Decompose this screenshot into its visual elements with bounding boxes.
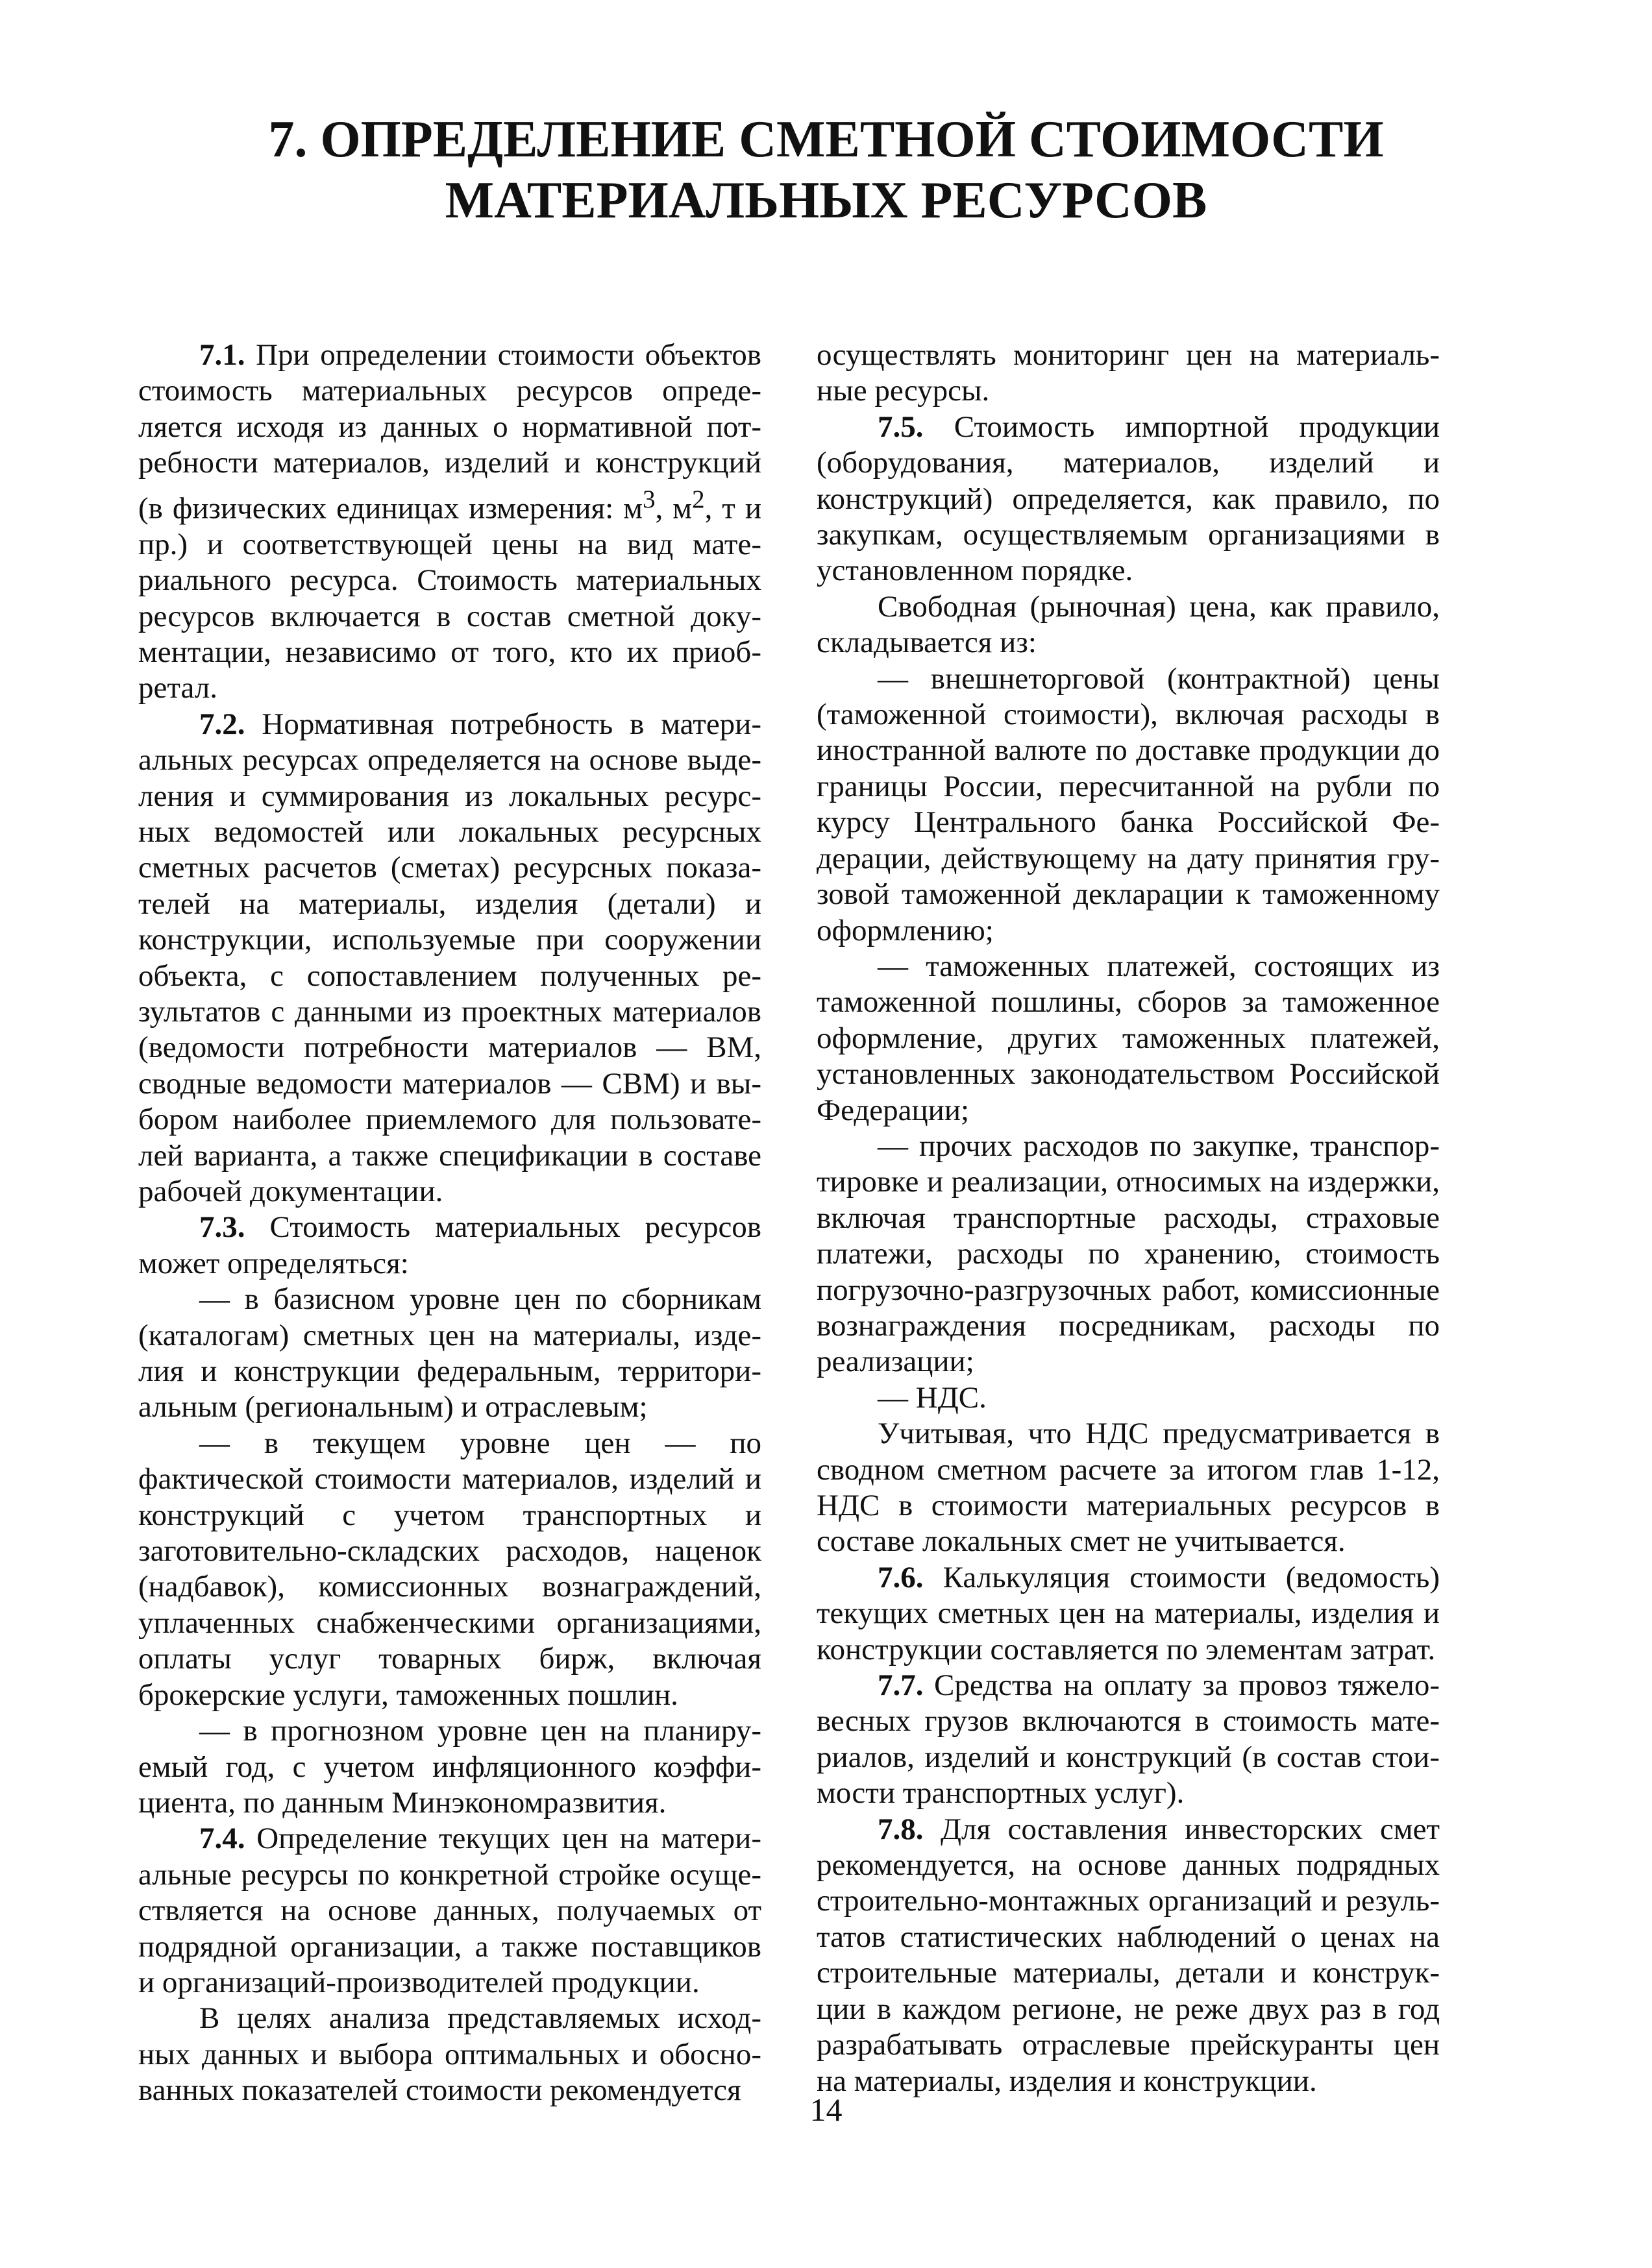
title-line-1: 7. ОПРЕДЕЛЕНИЕ СМЕТНОЙ СТОИМОСТИ	[268, 111, 1384, 168]
paragraph-7-6: 7.6. Калькуляция стоимости (ведомость) текущих сметных цен на материалы, изделия и конструкции составляется по элементам затрат.	[817, 1560, 1440, 1666]
section-number: 7.8.	[878, 1812, 924, 1846]
paragraph-continuation: осуществлять мониторинг цен на материальные ресурсы.	[817, 338, 1440, 408]
list-item: — в прогнозном уровне цен на планируемый год, с учетом инфляционного коэффициента, по данным Минэкономразвития.	[138, 1714, 761, 1820]
paragraph-7-7: 7.7. Средства на оплату за провоз тяжеловесных грузов включаются в стоимость материалов, изделий и конструкций (в состав стоимости транспортных услуг).	[817, 1668, 1440, 1811]
section-number: 7.4.	[199, 1822, 245, 1856]
left-column	[138, 337, 761, 2109]
list-item: — внешнеторговой (контрактной) цены (таможенной стоимости), включая расходы в иностранной валюте по доставке продукции до границы России, пересчитанной на рубли по курсу Центрального банка Российской Федерации, действующему на дату принятия грузовой таможенной декларации к таможенному оформлению;	[817, 661, 1440, 947]
paragraph-7-1: 7.1. При определении стоимости объектов стоимость материальных ресурсов определяется исходя из данных о нормативной потребности материалов, изделий и конструкций (в физических единицах измерения: $м^3$, $м^2$, т и пр.) и соответствующей цены на вид материального ресурса. Стоимость материальных ресурсов включается в состав сметной документации, независимо от того, кто их приобретал.	[138, 338, 761, 705]
paragraph-7-5: 7.5. Стоимость импортной продукции (оборудования, материалов, изделий и конструкций) определяется, как правило, по закупкам, осуществляемым организациями в установленном порядке.	[817, 409, 1440, 588]
section-number: 7.3.	[199, 1210, 245, 1245]
paragraph-7-4: 7.4. Определение текущих цен на материальные ресурсы по конкретной стройке осуществляется на основе данных, получаемых от подрядной организации, а также поставщиков и организаций-производителей продукции.	[138, 1822, 761, 1999]
section-number: 7.7.	[878, 1668, 924, 1703]
right-column	[817, 337, 1440, 2099]
title-line-2: МАТЕРИАЛЬНЫХ РЕСУРСОВ	[445, 172, 1207, 229]
list-item: — таможенных платежей, состоящих из таможенной пошлины, сборов за таможенное оформление, других таможенных платежей, установленных законодательством Российской Федерации;	[817, 949, 1440, 1127]
list-item: — в базисном уровне цен по сборникам (каталогам) сметных цен на материалы, изделия и конструкции федеральным, территориальным (региональным) и отраслевым;	[138, 1282, 761, 1424]
section-number: 7.6.	[878, 1560, 924, 1594]
page-title	[195, 109, 1457, 231]
paragraph-7-2: 7.2. Нормативная потребность в материальных ресурсах определяется на основе выделения и суммирования из локальных ресурсных ведомостей или локальных ресурсных сметных расчетов (сметах) ресурсных показателей на материалы, изделия (детали) и конструкции, используемые при сооружении объекта, с сопоставлением полученных результатов с данными из проектных материалов (ведомости потребности материалов — ВМ, сводные ведомости материалов — СВМ) и выбором наиболее приемлемого для пользователей варианта, а также спецификации в составе рабочей документации.	[138, 707, 761, 1208]
page-number: 14	[809, 2091, 843, 2128]
paragraph-7-8: 7.8. Для составления инвесторских смет рекомендуется, на основе данных подрядных строительно-монтажных организаций и результатов статистических наблюдений о ценах на строительные материалы, детали и конструкции в каждом регионе, не реже двух раз в год разрабатывать отраслевые прейскуранты цен на материалы, изделия и конструкции.	[817, 1812, 1440, 2098]
list-item: — в текущем уровне цен — по фактической стоимости материалов, изделий и конструкций с учетом транспортных и заготовительно-складских расходов, наценок (надбавок), комиссионных вознаграждений, уплаченных снабженческими организациями, оплаты услуг товарных бирж, включая брокерские услуги, таможенных пошлин.	[138, 1426, 761, 1712]
paragraph: Свободная (рыночная) цена, как правило, складывается из:	[817, 589, 1440, 660]
paragraph-7-3: 7.3. Стоимость материальных ресурсов может определяться:	[138, 1210, 761, 1280]
section-number: 7.1.	[199, 338, 245, 372]
section-number: 7.2.	[199, 707, 245, 741]
list-item: — прочих расходов по закупке, транспортировке и реализации, относимых на издержки, включая транспортные расходы, страховые платежи, расходы по хранению, стоимость погрузочно-разгрузочных работ, комиссионные вознаграждения посредникам, расходы по реализации;	[817, 1128, 1440, 1379]
paragraph: Учитывая, что НДС предусматривается в сводном сметном расчете за итогом глав 1-12, НДС в стоимости материальных ресурсов в составе локальных смет не учитывается.	[817, 1417, 1440, 1559]
paragraph: В целях анализа представляемых исходных данных и выбора оптимальных и обоснованных показателей стоимости рекомендуется	[138, 2001, 761, 2108]
list-item: — НДС.	[878, 1380, 987, 1415]
section-number: 7.5.	[878, 409, 924, 444]
